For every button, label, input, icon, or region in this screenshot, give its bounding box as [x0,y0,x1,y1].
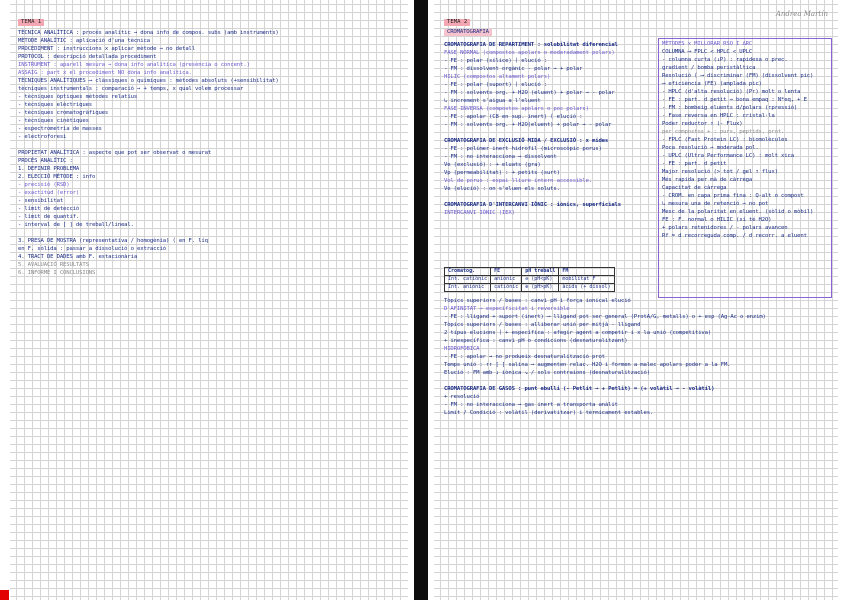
note-line: - FM : no interacciona → gas inert a transporta anàlit [444,402,618,408]
note-line: PROTOCOL : descripció detallada procediment [18,54,157,60]
note-line: Poca resolució → moderada pol. [662,145,759,151]
note-line: ↳ increment s'aigua a l'eluent [444,98,541,104]
note-line: - FM : solvents org. + H2O (eluent) + polar → - polar [444,90,615,96]
note-line: - columna curta (↓P) : rapidesa o prec. [662,57,788,63]
note-line: - exactitud (error) [18,190,80,196]
note-line: Tòpics superiors / bases : alliberar unió per mitjà - lligand [444,322,641,328]
table-cell: mobilitat F [559,276,614,284]
note-line: PROPIETAT ANALÍTICA : aspecte que pot ser observat o mesurat [18,150,212,156]
table-cell: ⊖ (pH<pK) [522,276,559,284]
note-line: ASSAIG : part x el procediment NO dóna info analítica. [18,70,192,76]
note-line: gradient / bomba peristàltica [662,65,756,71]
table-row [445,284,615,292]
note-line: - tècniques cinètiques [18,118,89,124]
note-line: HILIC (compostos altament polars) [444,74,551,80]
topic-title-tag: TEMA 2 [444,19,470,26]
right-box-lines [434,0,838,600]
note-line: Vol de porus : espai lliure intern accessible. [444,178,593,184]
note-line: 1. DEFINIR PROBLEMA [18,166,80,172]
note-line: TÈCNIQUES ANALÍTIQUES ⟶ clàssiques o químiques : mètodes absoluts (+sensibilitat) [18,78,279,84]
note-line: - espectrometria de masses [18,126,102,132]
note-line: CROMATOGRAFIA DE GASOS : punt ebulli (- Petlit → + Petlit) = (+ volàtil → - volàtil) [444,386,715,392]
table-cell: ⊕ (pH>pK) [522,284,559,292]
note-line: - FE : part. d petit → bona empaq : N*eq, + E [662,97,807,103]
table-header-cell: FM [559,268,614,276]
note-line: FASE INVERSA (compostos apolars o poc polars) [444,106,589,112]
table-cell: aniònic [491,276,522,284]
note-line: PROCÉS ANALÍTIC : [18,158,73,164]
note-line: ↳ mesura una de retenció → no pot [662,201,769,207]
note-line: - FE : part. d petit [662,161,727,167]
note-line: COLUMNA ⟶ FPLC < HPLC < UPLC [662,49,753,55]
left-page-lines [10,0,408,600]
note-line: Limit / Condició : volàtil (derivatitzar) i tèrmicament estables. [444,410,654,416]
note-line: Ve (exclusió) : + eluats (gra) [444,162,541,168]
note-line: Tòpics superiors / bases : canvi pH i força ionical elució [444,298,631,304]
note-line: PROCEDIMENT : instruccions x aplicar mètode → no detall [18,46,195,52]
table-header-cell: Cromatog. [445,268,491,276]
note-line: 5. AVALUACIÓ RESULTATS [18,262,89,268]
table-cell: Int. aniònic [445,284,491,292]
table-row [445,276,615,284]
note-line: - CROM. en capa prima fina : Q-alt o compost [662,193,804,199]
note-line: - límit de quantif. [18,214,80,220]
note-line: tècniques instrumentals : comparació → + temps, x qual volem processar [18,86,244,92]
note-line: - tècniques elèctriques [18,102,93,108]
note-line: D'AFINITAT → especificitat i reversible [444,306,570,312]
note-line: - límit de detecció [18,206,80,212]
table-header-cell: FE [491,268,522,276]
note-line: - FE : lligand + suport (inert) ⟶ lligand pot ser general (ProtA/G, metalls) o + esp (Ag-Ac o enzim) [444,314,766,320]
note-line: - FE : polar (suport) ⟨ elució : [444,82,547,88]
note-line: - FE : polar (sílice) ⟨ elució : [444,58,547,64]
note-line: Resolució ⟨ ⟶ discriminar (FM) (dissolvent pic) [662,73,814,79]
note-line: + polars retenidores / - polars avancen [662,225,788,231]
note-line: Temps unió : ↑↑ [ ] salina → augmenten relac. H2O i formen a malec apolars poder a la FM. [444,362,731,368]
note-line: CROMATOGRAFIA D'INTERCANVI IÒNIC : iònics, superficials [444,202,621,208]
note-line: MÈTODES x MILLORAR RSO I ∆RC [662,41,753,47]
note-line: - FM : dissolvent orgànic - polar → + polar [444,66,583,72]
note-line: per compostos + : purs, peptids, prot. [662,129,785,135]
page-divider [414,0,428,600]
note-line: Més rapida per mà de càrrega [662,177,753,183]
note-line: - FM : bombeig eluents d/polars (↑pressió) [662,105,798,111]
note-line: ⟶ eficiència (FE) (amplada pic) [662,81,762,87]
note-line: CROMATOGRAFIA DE REPARTIMENT : solubilitat diferencial [444,42,618,48]
note-line: - sensibilitat [18,198,64,204]
note-line: - Fase reversa en HPLC : cristal·la [662,113,775,119]
left-notebook-page [10,0,408,600]
author-signature: Andrea Martín [775,10,828,18]
note-line: Ve (elució) : on s'eluen els soluts. [444,186,560,192]
note-line: CROMATOGRAFIA DE EXCLUSIÓ MIDA / EXCLUSIÓ : x mides [444,138,609,144]
note-line: Mesc de la polaritat en eluent. (sòlid o mòbil) [662,209,814,215]
table-cell: catiònic [491,284,522,292]
note-line: HIDROFÒBICA [444,346,480,352]
corner-red-mark [0,590,9,600]
note-line: - FM : solvents org. + H2O(eluent) + polar → - polar [444,122,612,128]
note-line: Poder reductor ↑ (- Flux) [662,121,743,127]
note-line: 2. ELECCIÓ MÈTODE : info [18,174,96,180]
note-line: 4. TRACT DE DADES amb F. estacionària [18,254,138,260]
note-line: - FM : no interacciona → dissolvent [444,154,557,160]
note-line: INTERCANVI IÒNIC (IEX) [444,210,515,216]
note-line: - FPLC (Fast Protein LC) : biomolècules [662,137,788,143]
note-line: + resolució [444,394,480,400]
note-line: - UPLC (Ultra Performance LC) : molt xica [662,153,794,159]
right-notebook-page [434,0,838,600]
note-line: TÈCNICA ANALÍTICA : procés analític → dona info de compos. subs (amb instruments) [18,30,279,36]
note-line: Elució : FM amb ↓ iònica ↘ / sols contraions (desnaturalització) [444,370,650,376]
note-line: MÈTODE ANALÍTIC : aplicació d'una tècnica [18,38,150,44]
note-line: FASE NORMAL (compostos apolars o moderadament polars) [444,50,615,56]
note-line: 6. INFORME I CONCLUSIONS [18,270,96,276]
note-line: Rf = d recorreguda comp. / d recorr. a eluent [662,233,807,239]
note-line: Capacitat de càrrega [662,185,727,191]
note-line: - interval de [ ] de treball/lineal. [18,222,134,228]
section-title: CROMATOGRAFIA [444,29,492,36]
note-line: + inespecífica : canvi pH o condicions (desnaturalitzant) [444,338,628,344]
note-line: - HPLC (d'alta resolució) (P↑) molt o lenta [662,89,801,95]
note-line: 3. PRESA DE MOSTRA (representativa / homogènia) ⟨ en F. líq [18,238,208,244]
table-header-cell: pH treball [522,268,559,276]
note-line: FE : F. normal o HILIC (sí té H2O) [662,217,772,223]
note-line: 2 tipus elucions ⟨ + específica : afegir agent a competir i x la unió (competitiva) [444,330,712,336]
table-cell: Int. catiònic [445,276,491,284]
note-line: - precisió (RSD) [18,182,70,188]
note-line: en F. sòlida : passar a dissolució o extracció [18,246,167,252]
note-line: INSTRUMENT : aparell mesura → dona info analítica (presència o concent.) [18,62,250,68]
table-cell: àcids (+ dissol) [559,284,614,292]
topic-title-tag: TEMA 1 [18,19,44,26]
note-line: - FE : apolar → no produeix desnaturalització prot [444,354,605,360]
note-line: Vp (permeabilitat) : + petits (surt) [444,170,560,176]
note-line: - electroforesi [18,134,67,140]
note-line: - tècniques cromatogràfiques [18,110,109,116]
note-line: - FE : polímer inert hidròfil (microscòpic porus) [444,146,602,152]
note-line: Major resolució (> tot / gel ↑ flux) [662,169,778,175]
note-line: - FE : apolar (C8 en sup. inert) ⟨ elució : [444,114,583,120]
note-line: - tècniques òptiques mètodes relatius [18,94,138,100]
ion-exchange-table [444,267,615,292]
